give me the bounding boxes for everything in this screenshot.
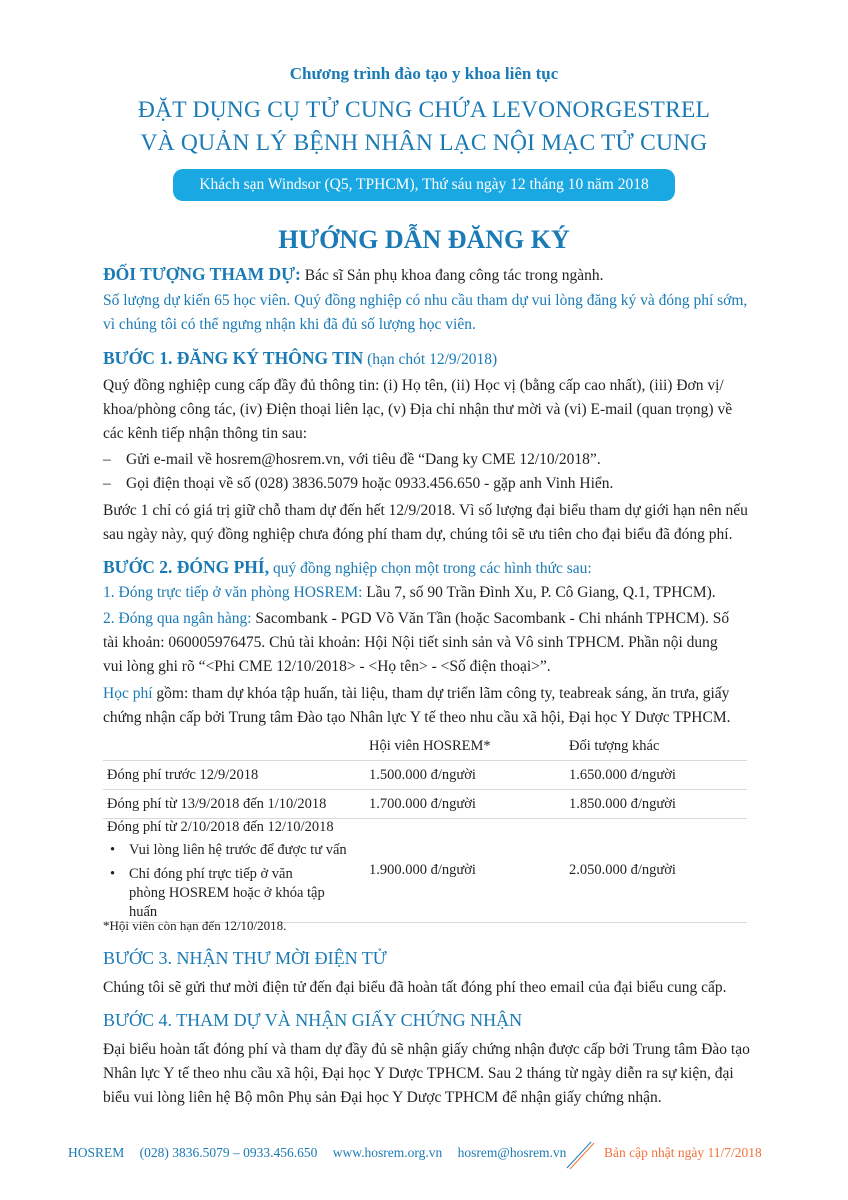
- footer-updated: Bản cập nhật ngày 11/7/2018: [604, 1145, 762, 1160]
- step1-note-line-2: sau ngày này, quý đồng nghiệp chưa đóng phí tham dự, chúng tôi sẽ ưu tiên cho đại biểu đã đóng phí.: [103, 526, 733, 543]
- step1-dash-2: –: [103, 475, 111, 492]
- step1-para-line-1: Quý đồng nghiệp cung cấp đầy đủ thông tin: (i) Họ tên, (ii) Học vị (bằng cấp cao nhất), (iii) Đơn vị/: [103, 377, 724, 394]
- step1-dash-1: –: [103, 451, 111, 468]
- footer-phone: (028) 3836.5079 – 0933.456.650: [139, 1145, 318, 1160]
- footer-contact: [68, 1145, 566, 1161]
- step1-heading: [103, 348, 497, 369]
- fee-text-line-1: gồm: tham dự khóa tập huấn, tài liệu, tham dự triển lãm công ty, teabreak sáng, ăn trưa, giấy: [152, 685, 730, 702]
- step2-option-2-text-line-1: Sacombank - PGD Võ Văn Tần (hoặc Sacombank - Chi nhánh TPHCM). Số: [251, 610, 730, 627]
- title-line-1: ĐẶT DỤNG CỤ TỬ CUNG CHỨA LEVONORGESTREL: [137, 97, 711, 123]
- fee-period: Đóng phí trước 12/9/2018: [107, 766, 259, 783]
- title-line-2: VÀ QUẢN LÝ BỆNH NHÂN LẠC NỘI MẠC TỬ CUNG: [140, 130, 708, 156]
- fee-description-line-2: chứng nhận cấp bởi Trung tâm Đào tạo Nhân lực Y tế theo nhu cầu xã hội, Đại học Y Dược TPHCM.: [103, 709, 731, 726]
- fee-other: 1.850.000 đ/người: [569, 795, 676, 812]
- fee-other: 2.050.000 đ/người: [569, 862, 676, 878]
- venue-date-banner: Khách sạn Windsor (Q5, TPHCM), Thứ sáu ngày 12 tháng 10 năm 2018: [173, 169, 675, 201]
- fee-table-header: [103, 733, 747, 761]
- step1-title: BƯỚC 1. ĐĂNG KÝ THÔNG TIN: [103, 348, 364, 368]
- fee-member: 1.700.000 đ/người: [369, 795, 476, 812]
- fee-period: Đóng phí từ 13/9/2018 đến 1/10/2018: [107, 795, 327, 812]
- step1-note-line-1: Bước 1 chỉ có giá trị giữ chỗ tham dự đến hết 12/9/2018. Vì số lượng đại biểu tham dự giới hạn nên nếu: [103, 502, 748, 519]
- step1-item-email: Gửi e-mail về hosrem@hosrem.vn, với tiêu đề “Dang ky CME 12/10/2018”.: [126, 451, 601, 468]
- step4-line-2: Nhân lực Y tế theo nhu cầu xã hội, Đại học Y Dược TPHCM. Sau 2 tháng từ ngày diễn ra sự kiện, đại: [103, 1065, 734, 1082]
- fee-member: 1.500.000 đ/người: [369, 766, 476, 783]
- fee-period: Đóng phí từ 2/10/2018 đến 12/10/2018: [107, 819, 334, 835]
- audience-note-line-1: Số lượng dự kiến 65 học viên. Quý đồng nghiệp có nhu cầu tham dự vui lòng đăng ký và đóng phí sớm,: [103, 292, 748, 309]
- step3-text: Chúng tôi sẽ gửi thư mời điện tử đến đại biểu đã hoàn tất đóng phí theo email của đại biểu cung cấp.: [103, 979, 727, 996]
- step2-option-1-label: 1. Đóng trực tiếp ở văn phòng HOSREM:: [103, 584, 363, 601]
- step4-title: BƯỚC 4. THAM DỰ VÀ NHẬN GIẤY CHỨNG NHẬN: [103, 1010, 523, 1030]
- fee-table-header-member: Hội viên HOSREM*: [369, 738, 491, 754]
- footer-website[interactable]: www.hosrem.org.vn: [332, 1145, 443, 1160]
- step1-deadline: (hạn chót 12/9/2018): [363, 351, 498, 368]
- step1-para-line-3: các kênh tiếp nhận thông tin sau:: [103, 425, 308, 442]
- audience-text: Bác sĩ Sản phụ khoa đang công tác trong ngành.: [300, 267, 604, 284]
- footer-org: HOSREM: [68, 1145, 125, 1160]
- table-row: [103, 790, 747, 819]
- audience-line: [103, 264, 603, 285]
- step3-title: BƯỚC 3. NHẬN THƯ MỜI ĐIỆN TỬ: [103, 948, 387, 968]
- footer-email[interactable]: hosrem@hosrem.vn: [457, 1145, 567, 1160]
- step4-line-3: biểu vui lòng liên hệ Bộ môn Phụ sản Đại học Y Dược TPHCM để nhận giấy chứng nhận.: [103, 1089, 662, 1106]
- step2-option-2-text-line-2: tài khoản: 060005976475. Chủ tài khoản: Hội Nội tiết sinh sản và Vô sinh TPHCM. Phần nội dung: [103, 634, 718, 651]
- main-heading: HƯỚNG DẪN ĐĂNG KÝ: [278, 225, 570, 254]
- fee-period-cell: [103, 819, 365, 923]
- fee-table: [103, 733, 747, 923]
- table-row: [103, 819, 747, 923]
- step2-option-2: [103, 610, 729, 628]
- step2-option-2-label: 2. Đóng qua ngân hàng:: [103, 610, 252, 627]
- fee-description-line-1: [103, 685, 729, 703]
- step4-line-1: Đại biểu hoàn tất đóng phí và tham dự đầy đủ sẽ nhận giấy chứng nhận được cấp bởi Trung tâm Đào tạo: [103, 1041, 750, 1058]
- step2-subtitle: quý đồng nghiệp chọn một trong các hình thức sau:: [269, 560, 592, 577]
- fee-table-header-other: Đối tượng khác: [569, 738, 660, 754]
- step2-option-1-text: Lầu 7, số 90 Trần Đình Xu, P. Cô Giang, Q.1, TPHCM).: [362, 584, 716, 601]
- step2-heading: [103, 557, 592, 578]
- program-subtitle: Chương trình đào tạo y khoa liên tục: [289, 64, 559, 83]
- step2-option-1: [103, 584, 716, 602]
- fee-member: 1.900.000 đ/người: [369, 862, 476, 878]
- audience-label: ĐỐI TƯỢNG THAM DỰ:: [103, 264, 301, 284]
- fee-footnote: *Hội viên còn hạn đến 12/10/2018.: [103, 918, 287, 933]
- fee-label: Học phí: [103, 685, 153, 702]
- table-row: [103, 761, 747, 790]
- step2-option-2-text-line-3: vui lòng ghi rõ “<Phi CME 12/10/2018> - <Họ tên> - <Số điện thoại>”.: [103, 658, 551, 675]
- step1-para-line-2: khoa/phòng công tác, (iv) Điện thoại liên lạc, (v) Địa chỉ nhận thư mời và (vi) E-mail (quan trọng) về: [103, 401, 733, 418]
- fee-other: 1.650.000 đ/người: [569, 766, 676, 783]
- fee-bullet-2: • Chỉ đóng phí trực tiếp ở văn phòng HOSREM hoặc ở khóa tập huấn: [107, 865, 329, 922]
- step1-item-phone: Gọi điện thoại về số (028) 3836.5079 hoặc 0933.456.650 - gặp anh Vinh Hiển.: [126, 475, 614, 492]
- fee-table-header-period: [103, 733, 365, 761]
- step2-title: BƯỚC 2. ĐÓNG PHÍ,: [103, 557, 270, 577]
- footer-divider-icon: [565, 1140, 595, 1170]
- fee-bullet-1: • Vui lòng liên hệ trước để được tư vấn: [107, 841, 365, 860]
- audience-note-line-2: vì chúng tôi có thể ngưng nhận khi đã đủ số lượng học viên.: [103, 316, 476, 333]
